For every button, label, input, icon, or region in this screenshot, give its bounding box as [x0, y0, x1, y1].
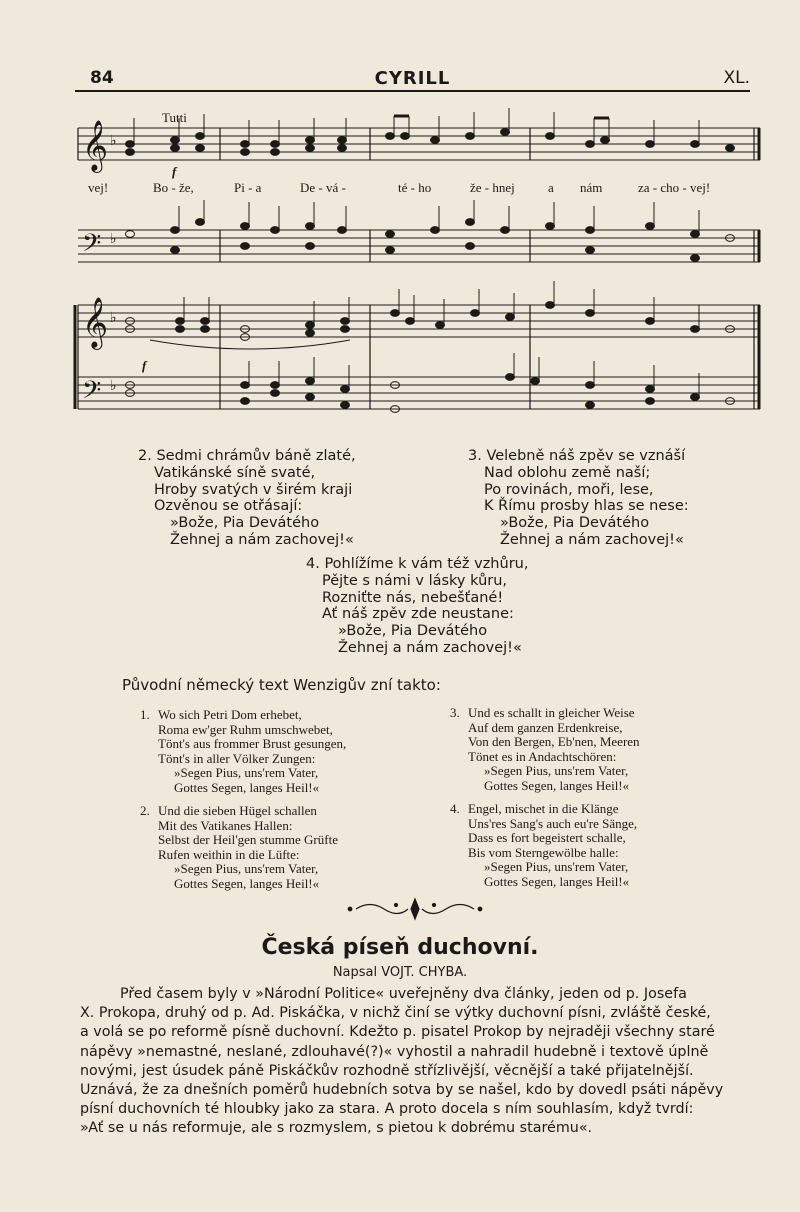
verse-line: Von den Bergen, Eb'nen, Meeren — [468, 734, 640, 750]
verse-line: Vatikánské síně svaté, — [154, 464, 316, 481]
staff-1 — [78, 128, 760, 160]
verse-line: Pějte s námi v lásky kůru, — [322, 572, 508, 589]
verse-line: Mit des Vatikanes Hallen: — [158, 817, 293, 833]
lyric-syllable: že - hnej — [470, 180, 515, 195]
lyric-syllable: nám — [580, 180, 603, 195]
verse-line: Tönet es in Andachtschören: — [468, 748, 617, 764]
verse-line: Engel, mischet in die Klänge — [468, 801, 619, 816]
body-line: Před časem byly v »Národní Politice« uveřejněny dva články, jeden od p. Josefa — [120, 986, 687, 1002]
ornament-divider-icon — [340, 896, 490, 922]
verse-line: »Segen Pius, uns'rem Vater, — [174, 765, 319, 781]
article-body — [80, 985, 760, 1139]
verse-line: Und es schallt in gleicher Weise — [468, 705, 635, 720]
verse-line: »Segen Pius, uns'rem Vater, — [174, 861, 319, 877]
verse-line: Bis vom Sterngewölbe halle: — [468, 844, 619, 860]
verse-line: Gottes Segen, langes Heil!« — [484, 873, 630, 889]
verse-line: Tönt's in aller Völker Zungen: — [158, 750, 316, 766]
verse-de-1 — [140, 707, 347, 796]
lyric-syllable: De - vá - — [300, 180, 346, 195]
verse-number: 4. — [450, 801, 460, 816]
verse-line: Dass es fort begeistert schalle, — [468, 830, 626, 846]
verse-line: Und die sieben Hügel schallen — [158, 803, 317, 818]
verse-de-4 — [450, 801, 638, 890]
body-line: »Ať se u nás reformuje, ale s rozmyslem, s pietou k dobrému starému«. — [80, 1120, 593, 1137]
body-line: Uznává, že za dnešních poměrů hudebních sotva by se našel, kdo by dovedl psáti nápěvy — [80, 1082, 724, 1099]
body-line: písní duchovních té hloubky jako za stara. A proto docela s ním souhlasím, když tvrdí: — [80, 1101, 694, 1118]
staff-2 — [78, 230, 760, 262]
article-title: Česká píseň duchovní. — [261, 935, 539, 960]
verse-line: Žehnej a nám zachovej!« — [500, 531, 684, 548]
verse-line: Rufen weithin in die Lüfte: — [158, 846, 300, 862]
verse-line: »Bože, Pia Devátého — [170, 515, 320, 532]
page-header — [75, 64, 750, 90]
verse-line: Selbst der Heil'gen stumme Grüfte — [158, 832, 338, 848]
verse-line: »Bože, Pia Devátého — [500, 515, 650, 532]
verse-line: Gottes Segen, langes Heil!« — [174, 875, 320, 891]
music-score — [70, 100, 770, 430]
verse-line: Auf dem ganzen Erdenkreise, — [468, 719, 623, 735]
verse-de-2 — [140, 803, 338, 892]
verse-line: Wo sich Petri Dom erhebet, — [158, 707, 302, 722]
body-line: a volá se po reformě písně duchovní. Kdežto p. pisatel Prokop by nejraději všechny staré — [80, 1024, 715, 1041]
body-line: X. Prokopa, druhý od p. Ad. Piskáčka, v nichž činí se výtky duchovní písni, zvláště české, — [80, 1005, 711, 1022]
body-line: novými, jest úsudek páně Piskáčkův rozhodně střízlivější, věcnější a také přijatelnější. — [80, 1062, 694, 1079]
verse-line: Nad oblohu země naší; — [484, 464, 651, 481]
body-line: nápěvy »nemastné, neslané, zdlouhavé(?)« vyhostil a nahradil hudebně i textově úplně — [80, 1043, 709, 1060]
svg-text:♭: ♭ — [110, 310, 117, 326]
verse-line: Hroby svatých v širém kraji — [154, 481, 353, 498]
verse-cz-4 — [306, 556, 528, 657]
lyric-syllable: Pi - a — [234, 180, 262, 195]
verse-line: Rozniťte nás, nebešťané! — [322, 589, 504, 606]
header-rule — [75, 90, 750, 92]
verse-line: Ať náš zpěv zde neustane: — [322, 606, 514, 623]
verse-line: Gottes Segen, langes Heil!« — [174, 779, 320, 795]
verse-number: 1. — [140, 707, 150, 722]
verse-line: 2. Sedmi chrámův báně zlaté, — [138, 448, 356, 464]
volume-number: XL. — [723, 68, 750, 88]
verse-de-3 — [450, 705, 640, 794]
lyric-syllable: za - cho - vej! — [638, 180, 711, 195]
verse-line: Po rovinách, moři, lese, — [484, 481, 654, 498]
svg-text:♭: ♭ — [110, 133, 117, 149]
verse-line: »Segen Pius, uns'rem Vater, — [484, 859, 629, 875]
verse-line: Žehnej a nám zachovej!« — [338, 639, 522, 656]
verse-line: Žehnej a nám zachovej!« — [170, 531, 354, 548]
verse-line: 4. Pohlížíme k vám též vzhůru, — [306, 556, 529, 572]
treble-clef-icon: 𝄞 — [82, 297, 109, 348]
verse-line: Uns'res Sang's auch eu're Sänge, — [468, 815, 638, 831]
page-number: 84 — [90, 68, 114, 88]
verse-line: Roma ew'ger Ruhm umschwebet, — [158, 721, 333, 737]
bass-clef-icon: 𝄢 — [82, 229, 102, 264]
article-byline: Napsal VOJT. CHYBA. — [332, 965, 468, 980]
svg-text:♭: ♭ — [110, 231, 117, 247]
bass-clef-icon: 𝄢 — [82, 376, 102, 411]
verse-line: K Římu prosby hlas se nese: — [484, 498, 689, 515]
verse-number: 3. — [450, 705, 460, 720]
treble-clef-icon: 𝄞 — [82, 120, 109, 171]
verse-number: 2. — [140, 803, 150, 818]
intro-text: Původní německý text Wenzigův zní takto: — [122, 676, 441, 694]
lyrics-row — [88, 180, 748, 198]
verse-line: Ozvěnou se otřásají: — [154, 498, 303, 515]
lyric-syllable: a — [548, 180, 554, 195]
verse-line: »Bože, Pia Devátého — [338, 623, 488, 640]
verse-line: Gottes Segen, langes Heil!« — [484, 777, 630, 793]
verse-line: Tönt's aus frommer Brust gesungen, — [158, 736, 347, 752]
verse-cz-3 — [468, 448, 689, 549]
verse-line: »Segen Pius, uns'rem Vater, — [484, 763, 629, 779]
tempo-mark: Tutti — [162, 110, 187, 125]
lyric-syllable: vej! — [88, 180, 109, 195]
dynamic-mark: f — [172, 164, 177, 179]
svg-text:♭: ♭ — [110, 378, 117, 394]
staff-4 — [78, 377, 760, 409]
dynamic-mark: f — [142, 358, 147, 373]
verse-cz-2 — [138, 448, 356, 549]
lyric-syllable: Bo - že, — [153, 180, 194, 195]
lyric-syllable: té - ho — [398, 180, 432, 195]
running-title: CYRILL — [374, 68, 451, 89]
verse-line: 3. Velebně náš zpěv se vznáší — [468, 448, 686, 464]
